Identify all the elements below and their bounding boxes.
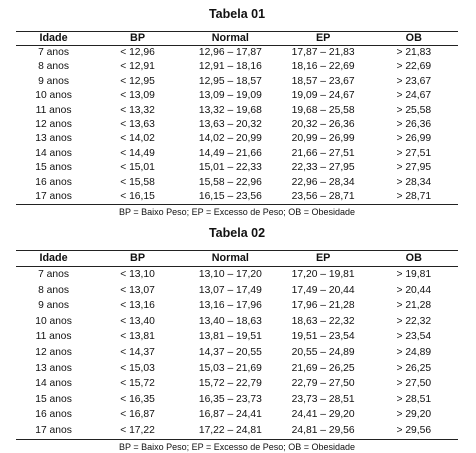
table-row	[16, 46, 458, 61]
cell-ob: > 29,56	[370, 423, 458, 439]
table-title: Tabela 02	[208, 226, 266, 240]
cell-normal: 16,15 – 23,56	[184, 190, 277, 205]
cell-bp: < 15,58	[120, 176, 155, 188]
cell-age: 16 anos	[35, 176, 72, 188]
cell-normal: 16,87 – 24,41	[198, 409, 262, 421]
cell-bp: < 16,87	[120, 409, 155, 421]
cell-ep: 24,41 – 29,20	[291, 409, 355, 421]
table-row	[16, 161, 458, 175]
cell-age: 10 anos	[35, 315, 72, 327]
cell-age: 12 anos	[35, 119, 72, 131]
cell-normal: 13,40 – 18,63	[198, 315, 262, 327]
table-row	[16, 190, 458, 205]
column-header-ob: OB	[370, 32, 458, 46]
cell-ep: 22,96 – 28,34	[291, 176, 355, 188]
table-legend: BP = Baixo Peso; EP = Excesso de Peso; OB = Obesidade	[118, 207, 356, 218]
cell-age: 13 anos	[35, 362, 72, 374]
cell-age: 12 anos	[35, 346, 72, 358]
cell-ep: 18,16 – 22,69	[291, 61, 355, 73]
cell-bp: < 17,22	[91, 423, 184, 439]
column-header-ep: EP	[277, 251, 370, 267]
cell-ob: > 21,28	[396, 300, 432, 312]
table-row	[16, 104, 458, 118]
table-title: Tabela 01	[208, 7, 266, 21]
cell-ep: 19,51 – 23,54	[291, 331, 355, 343]
cell-ob: > 26,25	[396, 362, 432, 374]
cell-normal: 12,91 – 18,16	[198, 61, 262, 73]
cell-ep: 22,79 – 27,50	[291, 378, 355, 390]
cell-age: 11 anos	[35, 331, 72, 343]
cell-ob: > 26,99	[396, 133, 432, 145]
cell-bp: < 12,95	[120, 75, 155, 87]
cell-ob: > 27,51	[396, 147, 432, 159]
table-row	[16, 329, 458, 345]
table-row	[16, 298, 458, 314]
cell-bp: < 14,37	[120, 346, 155, 358]
data-table	[16, 250, 458, 440]
cell-ob: > 29,20	[396, 409, 432, 421]
cell-normal: 13,10 – 17,20	[198, 269, 262, 280]
cell-bp: < 15,01	[120, 162, 155, 174]
cell-ep: 17,96 – 21,28	[291, 300, 355, 312]
cell-age: 14 anos	[35, 147, 72, 159]
table-row	[16, 118, 458, 132]
cell-ob: > 28,34	[396, 176, 432, 188]
table-row	[16, 75, 458, 89]
cell-normal: 13,16 – 17,96	[198, 300, 262, 312]
cell-ep: 19,68 – 25,58	[291, 104, 355, 116]
cell-normal: 13,09 – 19,09	[198, 90, 262, 102]
cell-age: 8 anos	[38, 284, 70, 296]
cell-ob: > 26,36	[396, 119, 432, 131]
cell-bp: < 13,32	[120, 104, 155, 116]
cell-age: 7 anos	[38, 47, 70, 58]
cell-ep: 18,57 – 23,67	[291, 75, 355, 87]
cell-normal: 13,32 – 19,68	[198, 104, 262, 116]
cell-bp: < 14,02	[120, 133, 155, 145]
cell-age: 8 anos	[38, 61, 70, 73]
cell-age: 17 anos	[16, 423, 91, 439]
table-block-1	[16, 6, 458, 218]
cell-age: 14 anos	[35, 378, 72, 390]
cell-bp: < 13,81	[120, 331, 155, 343]
cell-normal: 17,22 – 24,81	[184, 423, 277, 439]
table-row	[16, 423, 458, 439]
cell-bp: < 13,09	[120, 90, 155, 102]
cell-bp: < 13,07	[120, 284, 155, 296]
cell-ob: > 22,69	[396, 61, 432, 73]
data-table	[16, 31, 458, 205]
cell-bp: < 13,16	[120, 300, 155, 312]
cell-ob: > 27,95	[396, 162, 432, 174]
cell-bp: < 13,63	[120, 119, 155, 131]
cell-normal: 13,07 – 17,49	[198, 284, 262, 296]
cell-ep: 23,56 – 28,71	[277, 190, 370, 205]
table-row	[16, 283, 458, 299]
cell-bp: < 16,35	[120, 393, 155, 405]
cell-ob: > 24,89	[396, 346, 432, 358]
column-header-idade: Idade	[16, 32, 91, 46]
cell-normal: 14,49 – 21,66	[198, 147, 262, 159]
cell-bp: < 15,03	[120, 362, 155, 374]
cell-bp: < 13,40	[120, 315, 155, 327]
table-row	[16, 176, 458, 190]
column-header-normal: Normal	[184, 32, 277, 46]
table-row	[16, 376, 458, 392]
cell-normal: 16,35 – 23,73	[198, 393, 262, 405]
cell-ep: 21,66 – 27,51	[291, 147, 355, 159]
table-row	[16, 147, 458, 161]
cell-ep: 23,73 – 28,51	[291, 393, 355, 405]
column-header-normal: Normal	[184, 251, 277, 267]
header-row	[16, 251, 458, 267]
table-row	[16, 89, 458, 103]
cell-ep: 20,55 – 24,89	[291, 346, 355, 358]
table-row	[16, 267, 458, 283]
cell-bp: < 12,91	[120, 61, 155, 73]
cell-ep: 19,09 – 24,67	[291, 90, 355, 102]
table-block-2	[16, 225, 458, 453]
cell-ob: > 27,50	[396, 378, 432, 390]
table-row	[16, 60, 458, 74]
column-header-ep: EP	[277, 32, 370, 46]
cell-ob: > 19,81	[396, 269, 432, 280]
cell-normal: 15,03 – 21,69	[198, 362, 262, 374]
cell-normal: 15,01 – 22,33	[198, 162, 262, 174]
cell-normal: 15,58 – 22,96	[198, 176, 262, 188]
column-header-idade: Idade	[16, 251, 91, 267]
column-header-ob: OB	[370, 251, 458, 267]
cell-bp: < 13,10	[120, 269, 155, 280]
cell-normal: 13,81 – 19,51	[198, 331, 262, 343]
cell-age: 10 anos	[35, 90, 72, 102]
cell-ob: > 25,58	[396, 104, 432, 116]
table-row	[16, 132, 458, 146]
cell-bp: < 14,49	[120, 147, 155, 159]
table-row	[16, 345, 458, 361]
cell-ob: > 22,32	[396, 315, 432, 327]
cell-ep: 17,20 – 19,81	[291, 269, 355, 280]
cell-age: 9 anos	[38, 300, 70, 312]
cell-normal: 14,02 – 20,99	[198, 133, 262, 145]
cell-age: 15 anos	[35, 393, 72, 405]
cell-age: 7 anos	[38, 269, 70, 280]
cell-age: 17 anos	[16, 190, 91, 205]
cell-ob: > 28,51	[396, 393, 432, 405]
cell-normal: 14,37 – 20,55	[198, 346, 262, 358]
table-row	[16, 407, 458, 423]
table-row	[16, 392, 458, 408]
cell-ep: 22,33 – 27,95	[291, 162, 355, 174]
cell-ob: > 24,67	[396, 90, 432, 102]
cell-ep: 21,69 – 26,25	[291, 362, 355, 374]
header-row	[16, 32, 458, 46]
cell-age: 16 anos	[35, 409, 72, 421]
cell-age: 13 anos	[35, 133, 72, 145]
cell-age: 9 anos	[38, 75, 70, 87]
table-legend: BP = Baixo Peso; EP = Excesso de Peso; OB = Obesidade	[118, 441, 356, 452]
cell-age: 15 anos	[35, 162, 72, 174]
cell-ep: 18,63 – 22,32	[291, 315, 355, 327]
cell-ob: > 23,67	[396, 75, 432, 87]
column-header-bp: BP	[91, 32, 184, 46]
table-row	[16, 314, 458, 330]
cell-ep: 17,87 – 21,83	[291, 47, 355, 58]
cell-bp: < 12,96	[120, 47, 155, 58]
cell-ep: 24,81 – 29,56	[277, 423, 370, 439]
table-row	[16, 361, 458, 377]
column-header-bp: BP	[91, 251, 184, 267]
cell-ob: > 21,83	[396, 47, 432, 58]
cell-ep: 20,99 – 26,99	[291, 133, 355, 145]
cell-ep: 20,32 – 26,36	[291, 119, 355, 131]
cell-normal: 13,63 – 20,32	[198, 119, 262, 131]
cell-ob: > 23,54	[396, 331, 432, 343]
cell-age: 11 anos	[35, 104, 72, 116]
cell-normal: 12,95 – 18,57	[198, 75, 262, 87]
cell-ob: > 20,44	[396, 284, 432, 296]
cell-bp: < 15,72	[120, 378, 155, 390]
cell-normal: 15,72 – 22,79	[198, 378, 262, 390]
cell-ep: 17,49 – 20,44	[291, 284, 355, 296]
cell-normal: 12,96 – 17,87	[198, 47, 262, 58]
cell-bp: < 16,15	[91, 190, 184, 205]
cell-ob: > 28,71	[370, 190, 458, 205]
